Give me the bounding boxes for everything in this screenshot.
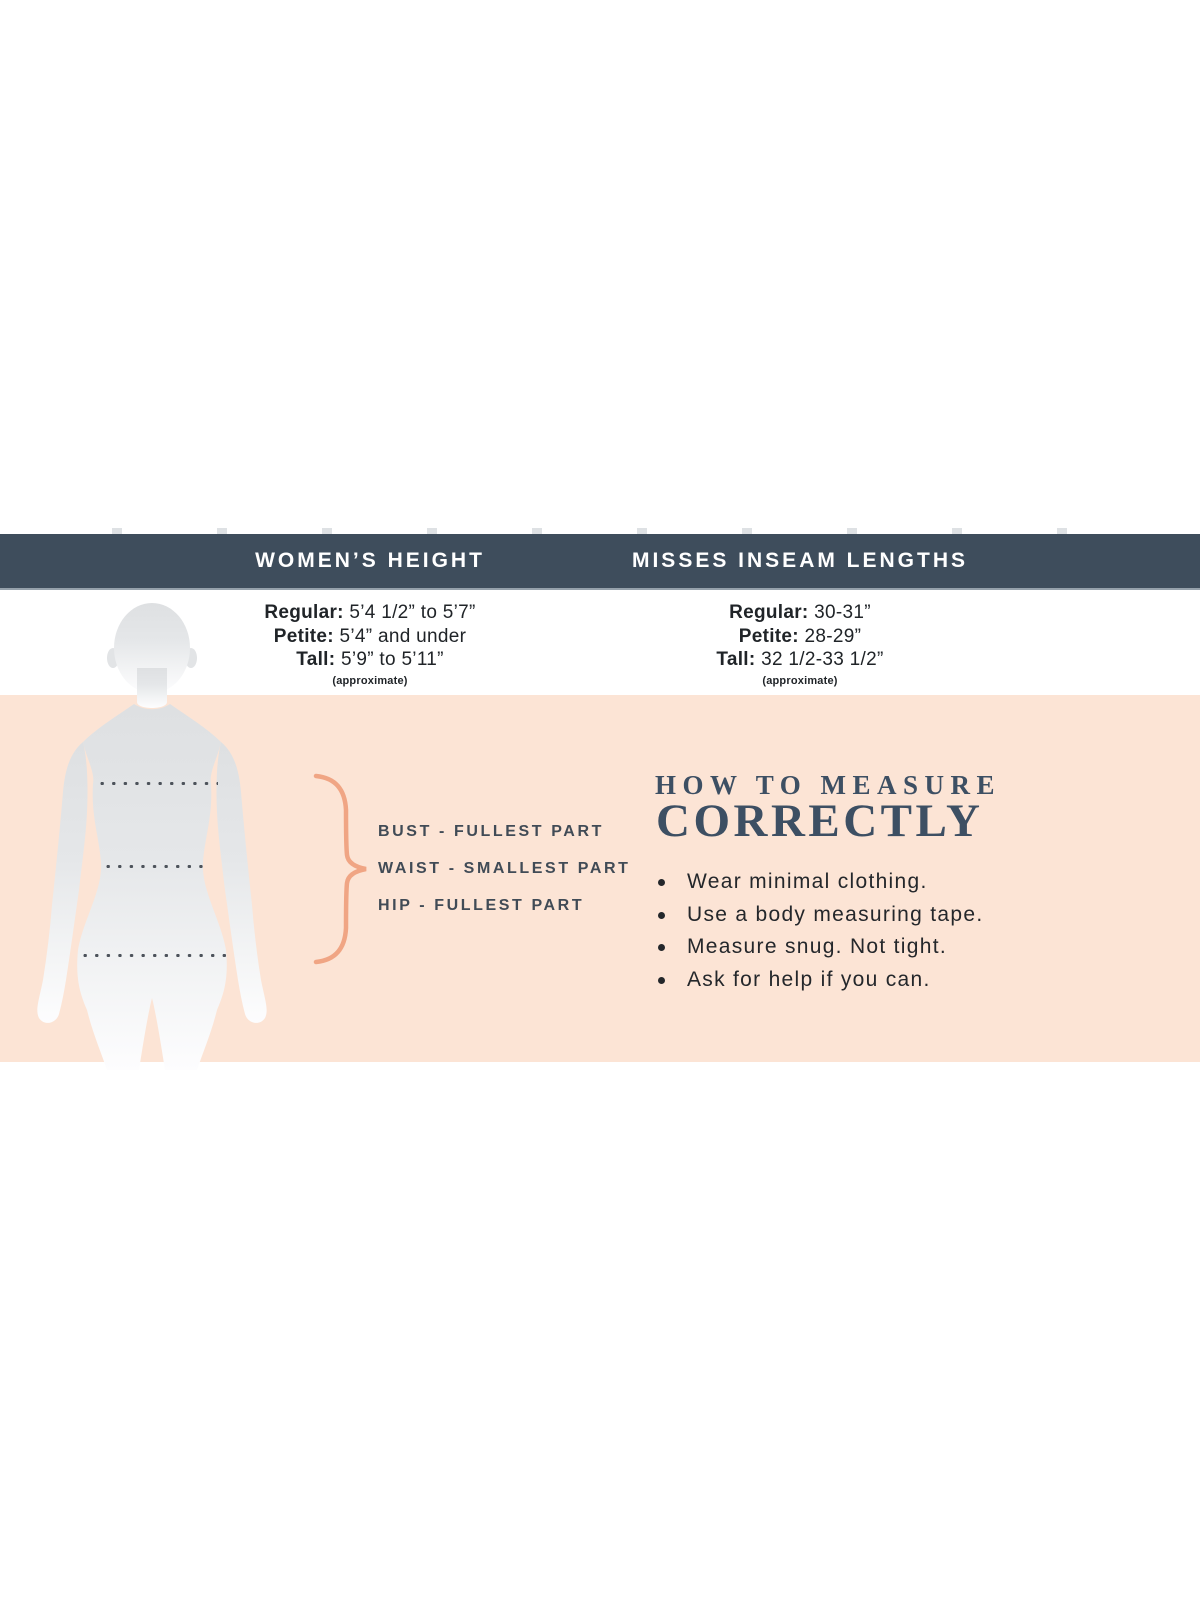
hip-dotted-line	[83, 953, 231, 958]
bullet-dot-icon	[658, 977, 665, 984]
tip-item	[655, 931, 983, 964]
measure-label-waist: WAIST - SMALLEST PART	[378, 860, 631, 877]
approximate-note: (approximate)	[762, 674, 838, 687]
tip-text: Use a body measuring tape.	[687, 902, 984, 926]
spec-value: 32 1/2-33 1/2”	[761, 649, 884, 670]
spec-label: Tall:	[716, 649, 756, 670]
spec-value: 5’4 1/2” to 5’7”	[349, 602, 476, 623]
measure-label-hip: HIP - FULLEST PART	[378, 897, 585, 914]
measure-label-bust: BUST - FULLEST PART	[378, 823, 604, 840]
bullet-dot-icon	[658, 912, 665, 919]
header-bar	[0, 534, 1200, 590]
tip-text: Wear minimal clothing.	[687, 870, 928, 893]
spec-value: 28-29”	[804, 625, 862, 647]
bullet-dot-icon	[658, 879, 665, 886]
header-womens-height: WOMEN’S HEIGHT	[255, 549, 485, 572]
spec-row-tall	[590, 648, 1010, 672]
spec-row-petite	[590, 625, 1010, 649]
spec-label: Regular:	[729, 602, 809, 623]
waist-dotted-line	[106, 864, 210, 869]
tip-item	[655, 899, 983, 932]
measuring-tips-list	[655, 866, 983, 996]
spec-value: 5’4” and under	[339, 625, 467, 647]
spec-label: Tall:	[296, 649, 336, 670]
spec-value: 5’9” to 5’11”	[340, 649, 444, 670]
spec-label: Petite:	[273, 625, 334, 647]
spec-row-regular	[590, 601, 1010, 625]
spec-label: Petite:	[738, 625, 799, 647]
correctly-title: CORRECTLY	[656, 795, 984, 847]
header-misses-inseam: MISSES INSEAM LENGTHS	[631, 549, 969, 572]
tip-item	[655, 866, 983, 899]
misses-inseam-specs	[590, 601, 1010, 687]
tip-item	[655, 964, 983, 997]
spec-label: Regular:	[264, 602, 344, 623]
bust-dotted-line	[100, 781, 218, 786]
tip-text: Measure snug. Not tight.	[687, 935, 947, 958]
tip-text: Ask for help if you can.	[687, 967, 931, 991]
bullet-dot-icon	[658, 944, 665, 951]
female-body-silhouette-icon	[25, 600, 285, 1070]
measure-labels	[378, 823, 631, 915]
curly-brace-icon	[310, 770, 376, 968]
how-to-measure-title: HOW TO MEASURE	[655, 770, 1002, 800]
approximate-note: (approximate)	[332, 674, 408, 687]
spec-value: 30-31”	[814, 602, 871, 623]
